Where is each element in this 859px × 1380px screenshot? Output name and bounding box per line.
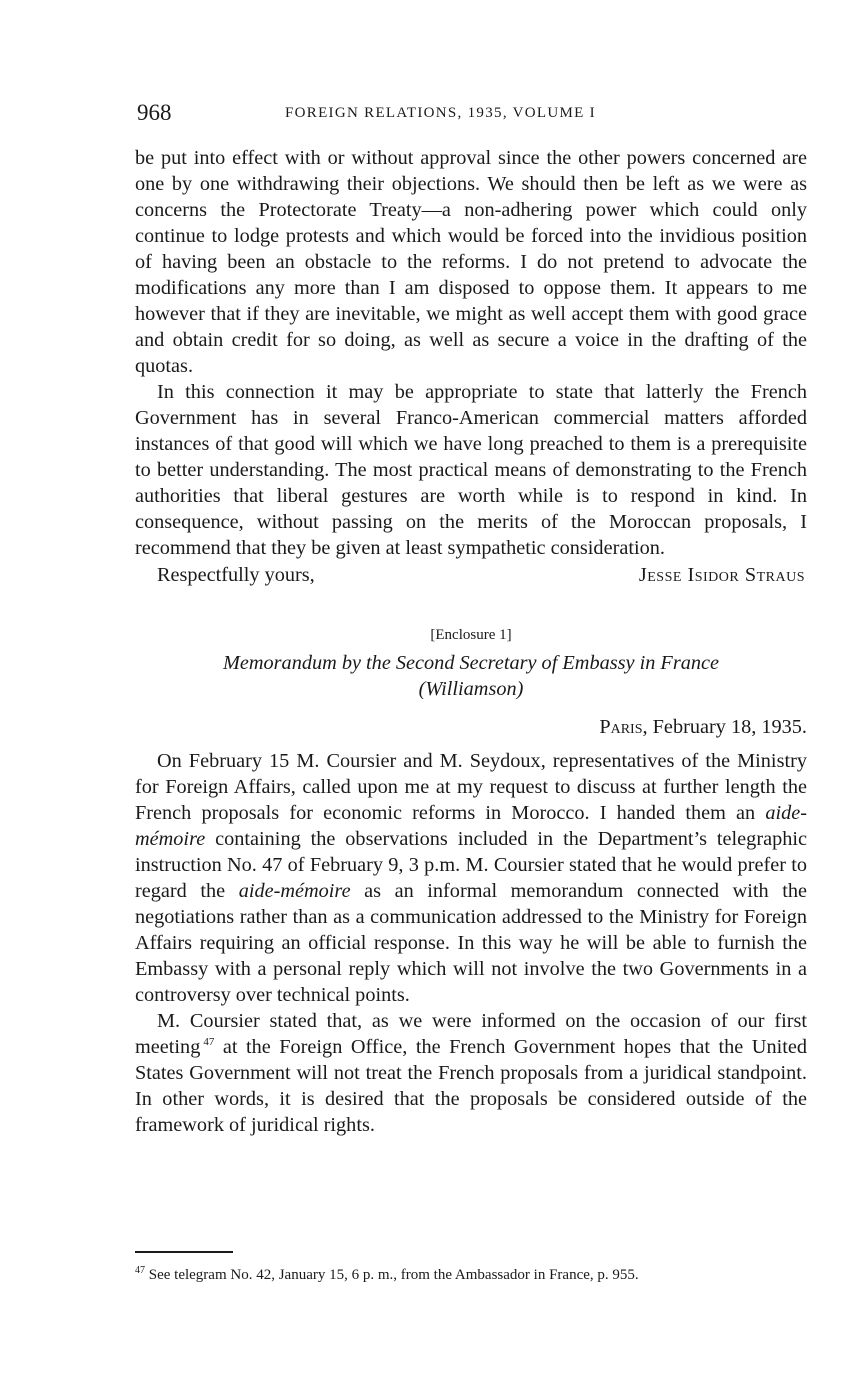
footnote-divider [135,1251,233,1253]
memo-paragraph-2 [135,1008,807,1138]
running-title: FOREIGN RELATIONS, 1935, VOLUME I [285,105,596,121]
running-head [135,100,807,130]
body-text [135,145,807,1138]
footnote-text: See telegram No. 42, January 15, 6 p. m., from the Ambassador in France, p. 955. [145,1267,639,1283]
memo-dateline [135,714,807,740]
signoff [135,562,807,588]
page-number: 968 [137,100,172,125]
memo-paragraph-1 [135,748,807,1008]
memo-date: February 18, 1935. [652,716,807,738]
paragraph-connection: In this connection it may be appropriate to state that latterly the French Government has in several Franco-American commercial matters afforded instances of that good will which we have long preached to them is a prerequisite to better understanding. The most practical means of demonstrating to the French authorities that liberal gestures are worth while is to respond in kind. In consequence, without passing on the merits of the Moroccan proposals, I recommend that they be given at least sympathetic consideration. [135,381,807,559]
closing: Respectfully yours, [157,564,315,586]
memo-p1-italic-1: aide-mémoire [135,802,807,850]
footnote-number: 47 [135,1265,145,1276]
footnote [135,1266,807,1285]
memo-p2-text-a: M. Coursier stated that, as we were informed on the occasion of our first meeting [135,1010,807,1058]
memo-title-line1: Memorandum by the Second Secretary of Embassy in France [222,652,719,674]
paragraph-continued: be put into effect with or without approval since the other powers concerned are one by one withdrawing their objections. We should then be left as we were as concerns the Protectorate Treaty—a non-adhering power which could only continue to lodge protests and which would be forced into the invidious position of having been an obstacle to the reforms. I do not pretend to advocate the modifications any more than I am disposed to oppose them. It appears to me however that if they are inevitable, we might as well accept them with good grace and obtain credit for so doing, as well as secure a voice in the drafting of the quotas. [135,147,807,377]
memo-p1-text-b: containing the observations included in the Department’s telegraphic instruction No. 47 of February 9, 3 p.m. M. Coursier stated that he would prefer to regard the [135,828,807,902]
memo-p1-italic-2: aide-mémoire [238,880,351,902]
enclosure-label: [Enclosure 1] [430,627,512,643]
memo-p1-text-c: as an informal memorandum connected with the negotiations rather than as a communication addressed to the Ministry for Foreign Affairs requiring an official response. In this way he will be able to furnish the Embassy with a personal reply which will not involve the two Governments in a controversy over technical points. [135,880,807,1006]
footnote-reference[interactable]: 47 [203,1036,215,1049]
memo-p1-text-a: On February 15 M. Coursier and M. Seydoux, representatives of the Ministry for Foreign Affairs, called upon me at my request to discuss at further length the French proposals for economic reforms in Morocco. I handed them an [135,750,807,824]
memo-title-line2: (Williamson) [418,678,524,700]
memo-title [135,650,807,702]
memo-p2-text-b: at the Foreign Office, the French Government hopes that the United States Government will not treat the French proposals from a juridical standpoint. In other words, it is desired that the proposals be considered outside of the framework of juridical rights. [135,1036,807,1136]
signature: Jesse Isidor Straus [638,564,805,586]
memo-place: Paris, [599,716,648,738]
